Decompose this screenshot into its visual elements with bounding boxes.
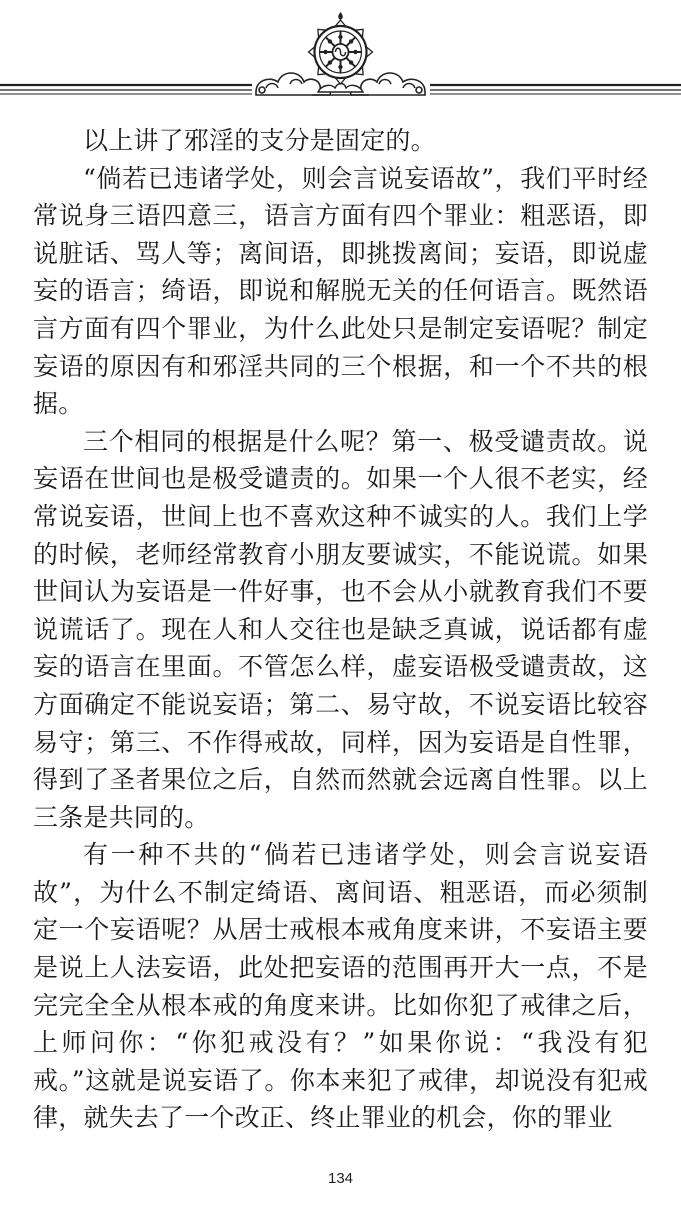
paragraph: 三个相同的根据是什么呢？第一、极受谴责故。说妄语在世间也是极受谴责的。如果一个人很不老实，经常说妄语，世间上也不喜欢这种不诚实的人。我们上学的时候，老师经常教育小朋友要诚实，不能说谎。如果世间认为妄语是一件好事，也不会从小就教育我们不要说谎话了。现在人和人交往也是缺乏真诚，说话都有虚妄的语言在里面。不管怎么样，虚妄语极受谴责故，这方面确定不能说妄语；第二、易守故，不说妄语比较容易守；第三、不作得戒故，同样，因为妄语是自性罪，得到了圣者果位之后，自然而然就会远离自性罪。以上三条是共同的。 <box>33 426 648 832</box>
body-text <box>33 122 648 1137</box>
paragraph: “倘若已违诸学处，则会言说妄语故”，我们平时经常说身三语四意三，语言方面有四个罪业：粗恶语，即说脏话、骂人等；离间语，即挑拨离间；妄语，即说虚妄的语言；绮语，即说和解脱无关的任何语言。既然语言方面有四个罪业，为什么此处只是制定妄语呢？制定妄语的原因有和邪淫共同的三个根据，和一个不共的根据。 <box>33 163 648 419</box>
header-ornament <box>0 0 681 110</box>
dharma-wheel-icon <box>0 0 681 110</box>
paragraph: 以上讲了邪淫的支分是固定的。 <box>83 126 436 155</box>
paragraph: 有一种不共的“倘若已违诸学处，则会言说妄语故”，为什么不制定绮语、离间语、粗恶语，而必须制定一个妄语呢？从居士戒根本戒角度来讲，不妄语主要是说上人法妄语，此处把妄语的范围再开大一点，不是完完全全从根本戒的角度来讲。比如你犯了戒律之后，上师问你：“你犯戒没有？”如果你说：“我没有犯戒。”这就是说妄语了。你本来犯了戒律，却说没有犯戒律，就失去了一个改正、终止罪业的机会，你的罪业 <box>33 840 648 1133</box>
page-number: 134 <box>327 1170 354 1187</box>
